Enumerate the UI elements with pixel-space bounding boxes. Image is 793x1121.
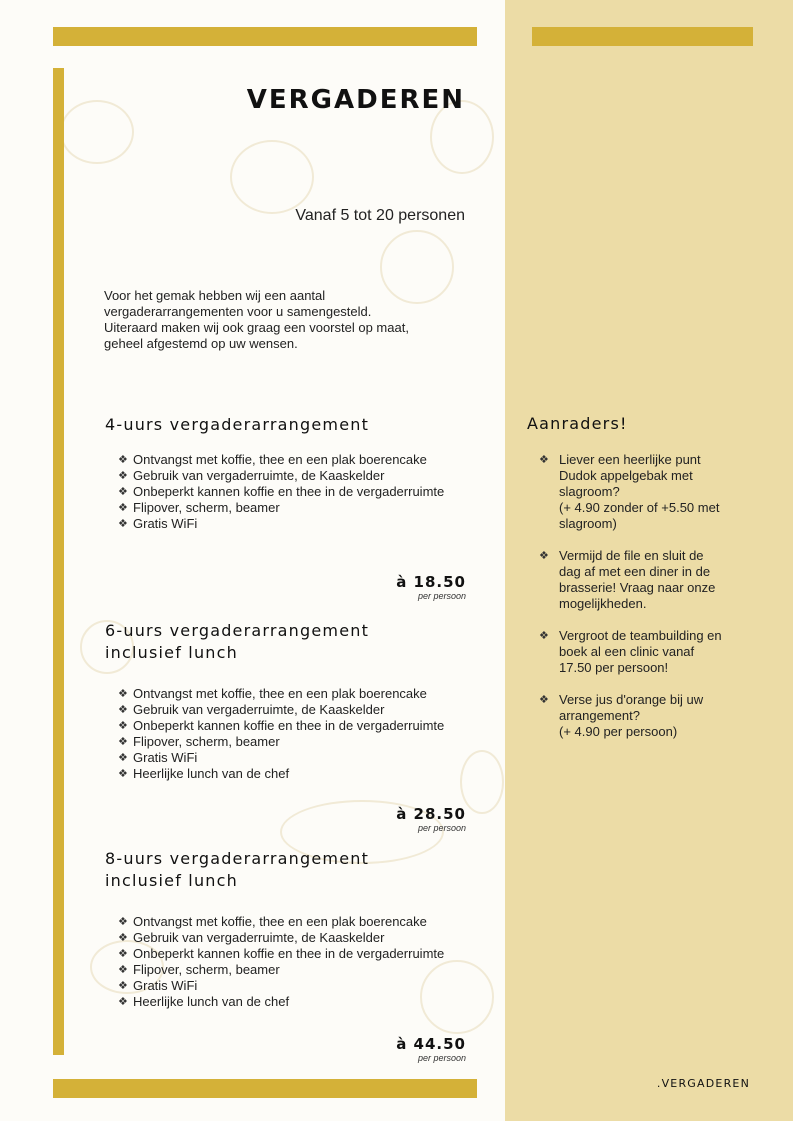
tip-text bbox=[559, 628, 722, 676]
list-item bbox=[118, 914, 444, 930]
list-item bbox=[118, 734, 444, 750]
bowl-doodle bbox=[60, 100, 134, 164]
list-item bbox=[118, 750, 444, 766]
package-item-list bbox=[118, 914, 444, 1010]
package-item-list bbox=[118, 452, 444, 532]
list-item-text: Ontvangst met koffie, thee en een plak boerencake bbox=[133, 914, 427, 929]
diamond-bullet-icon: ❖ bbox=[118, 704, 128, 716]
right-top-accent-bar bbox=[532, 27, 753, 46]
diamond-bullet-icon: ❖ bbox=[118, 486, 128, 498]
list-item bbox=[539, 692, 749, 740]
page-subtitle: Vanaf 5 tot 20 personen bbox=[295, 207, 465, 224]
list-item-text: Onbeperkt kannen koffie en thee in de vergaderruimte bbox=[133, 484, 445, 499]
list-item-text: Gebruik van vergaderruimte, de Kaaskelder bbox=[133, 702, 385, 717]
diamond-bullet-icon: ❖ bbox=[539, 550, 549, 562]
list-item bbox=[118, 718, 444, 734]
package-title bbox=[105, 414, 465, 436]
list-item bbox=[539, 548, 749, 612]
grapes-doodle bbox=[460, 750, 504, 814]
list-item bbox=[118, 766, 444, 782]
aanraders-list bbox=[539, 452, 749, 756]
tip-text bbox=[559, 692, 703, 740]
intro-line: Uiteraard maken wij ook graag een voorstel op maat, bbox=[104, 320, 409, 335]
tip-line: Vergroot de teambuilding en bbox=[559, 628, 722, 643]
list-item-text: Onbeperkt kannen koffie en thee in de vergaderruimte bbox=[133, 946, 445, 961]
tip-text bbox=[559, 452, 719, 532]
diamond-bullet-icon: ❖ bbox=[118, 916, 128, 928]
list-item-text: Heerlijke lunch van de chef bbox=[133, 766, 290, 781]
package-title-line: 8-uurs vergaderarrangement bbox=[105, 849, 370, 868]
diamond-bullet-icon: ❖ bbox=[539, 454, 549, 466]
package-title-line: inclusief lunch bbox=[105, 871, 238, 890]
price-amount: à 18.50 bbox=[396, 573, 466, 591]
diamond-bullet-icon: ❖ bbox=[118, 688, 128, 700]
price-amount: à 28.50 bbox=[396, 805, 466, 823]
diamond-bullet-icon: ❖ bbox=[118, 768, 128, 780]
aanraders-title: Aanraders! bbox=[527, 414, 628, 433]
package-title-line: 4-uurs vergaderarrangement bbox=[105, 415, 370, 434]
list-item bbox=[118, 452, 444, 468]
diamond-bullet-icon: ❖ bbox=[118, 454, 128, 466]
tip-line: 17.50 per persoon! bbox=[559, 660, 669, 675]
list-item-text: Flipover, scherm, beamer bbox=[133, 734, 280, 749]
package-item-list bbox=[118, 686, 444, 782]
price-note: per persoon bbox=[417, 1053, 466, 1063]
package-title-line: 6-uurs vergaderarrangement bbox=[105, 621, 370, 640]
package-title bbox=[105, 620, 465, 664]
left-vertical-bar bbox=[53, 68, 64, 1055]
list-item bbox=[118, 500, 444, 516]
tip-line: (+ 4.90 per persoon) bbox=[559, 724, 678, 739]
list-item bbox=[118, 930, 444, 946]
page-title: VERGADEREN bbox=[246, 85, 465, 115]
diamond-bullet-icon: ❖ bbox=[118, 502, 128, 514]
diamond-bullet-icon: ❖ bbox=[118, 948, 128, 960]
list-item-text: Gratis WiFi bbox=[133, 750, 198, 765]
list-item bbox=[539, 452, 749, 532]
diamond-bullet-icon: ❖ bbox=[118, 518, 128, 530]
package-title-line: inclusief lunch bbox=[105, 643, 238, 662]
price-note: per persoon bbox=[417, 591, 466, 601]
diamond-bullet-icon: ❖ bbox=[539, 630, 549, 642]
list-item bbox=[118, 686, 444, 702]
tip-line: Liever een heerlijke punt bbox=[559, 452, 701, 467]
list-item bbox=[118, 946, 444, 962]
list-item bbox=[118, 468, 444, 484]
tip-line: arrangement? bbox=[559, 708, 640, 723]
intro-line: Voor het gemak hebben wij een aantal bbox=[104, 288, 326, 303]
package-price bbox=[300, 1036, 466, 1063]
list-item-text: Gratis WiFi bbox=[133, 978, 198, 993]
list-item bbox=[118, 702, 444, 718]
list-item bbox=[118, 994, 444, 1010]
list-item-text: Gebruik van vergaderruimte, de Kaaskelder bbox=[133, 468, 385, 483]
diamond-bullet-icon: ❖ bbox=[118, 996, 128, 1008]
diamond-bullet-icon: ❖ bbox=[118, 752, 128, 764]
tip-line: dag af met een diner in de bbox=[559, 564, 711, 579]
price-amount: à 44.50 bbox=[396, 1035, 466, 1053]
diamond-bullet-icon: ❖ bbox=[118, 720, 128, 732]
bottom-accent-bar bbox=[53, 1079, 477, 1098]
package-title bbox=[105, 848, 465, 892]
tip-text bbox=[559, 548, 715, 612]
diamond-bullet-icon: ❖ bbox=[118, 932, 128, 944]
page-footer: .VERGADEREN bbox=[656, 1077, 750, 1090]
tip-line: slagroom) bbox=[559, 516, 617, 531]
tip-line: (+ 4.90 zonder of +5.50 met bbox=[559, 500, 720, 515]
diamond-bullet-icon: ❖ bbox=[118, 470, 128, 482]
tip-line: Verse jus d'orange bij uw bbox=[559, 692, 704, 707]
tip-line: brasserie! Vraag naar onze bbox=[559, 580, 716, 595]
intro-line: geheel afgestemd op uw wensen. bbox=[104, 336, 298, 351]
tip-line: mogelijkheden. bbox=[559, 596, 647, 611]
package-price bbox=[300, 806, 466, 833]
list-item-text: Ontvangst met koffie, thee en een plak boerencake bbox=[133, 452, 427, 467]
diamond-bullet-icon: ❖ bbox=[118, 980, 128, 992]
tip-line: slagroom? bbox=[559, 484, 620, 499]
diamond-bullet-icon: ❖ bbox=[118, 964, 128, 976]
list-item-text: Onbeperkt kannen koffie en thee in de vergaderruimte bbox=[133, 718, 445, 733]
list-item-text: Flipover, scherm, beamer bbox=[133, 500, 280, 515]
tip-line: Dudok appelgebak met bbox=[559, 468, 693, 483]
list-item-text: Heerlijke lunch van de chef bbox=[133, 994, 290, 1009]
diamond-bullet-icon: ❖ bbox=[539, 694, 549, 706]
list-item bbox=[539, 628, 749, 676]
price-note: per persoon bbox=[417, 823, 466, 833]
list-item-text: Gratis WiFi bbox=[133, 516, 198, 531]
intro-paragraph bbox=[104, 288, 464, 352]
tip-line: boek al een clinic vanaf bbox=[559, 644, 695, 659]
list-item bbox=[118, 962, 444, 978]
list-item bbox=[118, 516, 444, 532]
list-item bbox=[118, 484, 444, 500]
diamond-bullet-icon: ❖ bbox=[118, 736, 128, 748]
package-price bbox=[300, 574, 466, 601]
list-item bbox=[118, 978, 444, 994]
list-item-text: Ontvangst met koffie, thee en een plak boerencake bbox=[133, 686, 427, 701]
list-item-text: Flipover, scherm, beamer bbox=[133, 962, 280, 977]
pumpkin-doodle bbox=[230, 140, 314, 214]
list-item-text: Gebruik van vergaderruimte, de Kaaskelder bbox=[133, 930, 385, 945]
top-accent-bar bbox=[53, 27, 477, 46]
tip-line: Vermijd de file en sluit de bbox=[559, 548, 704, 563]
intro-line: vergaderarrangementen voor u samengesteld. bbox=[104, 304, 372, 319]
